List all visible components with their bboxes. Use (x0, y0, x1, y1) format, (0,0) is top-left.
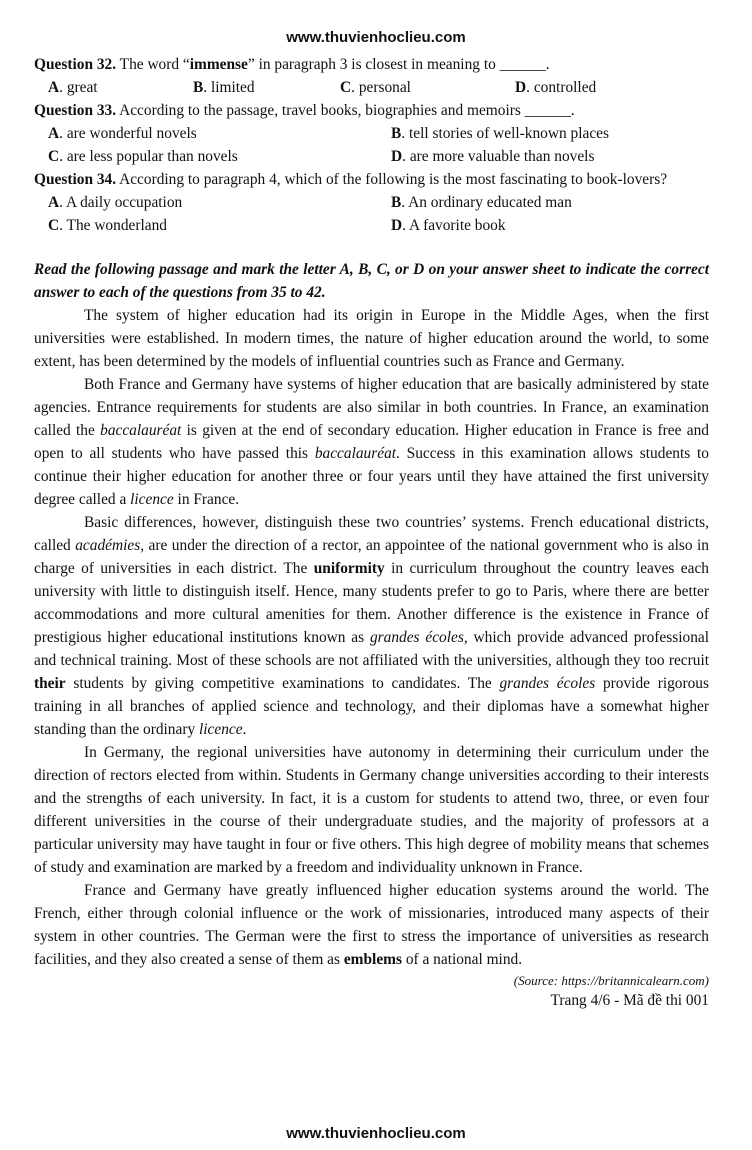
passage-paragraph-3: Basic differences, however, distinguish these two countries’ systems. French educational districts, called académies, are under the direction of a rector, an appointee of the national government who is also in charge of universities in each district. The uniformity in curriculum throughout the country leaves each university with little to distinguish itself. Hence, many students prefer to go to Paris, where there are better accommodations and more cultural amenities for them. Another difference is the existence in France of prestigious higher educational institutions known as grandes écoles, which provide advanced professional and technical training. Most of these schools are not affiliated with the universities, although they too recruit their students by giving competitive examinations to candidates. The grandes écoles provide rigorous training in all branches of applied science and technology, and their diplomas have a somewhat higher standing than the ordinary licence. (34, 514, 709, 738)
option-b: B. tell stories of well-known places (391, 125, 609, 142)
option-c: C. personal (340, 79, 411, 96)
option-d: D. A favorite book (391, 217, 506, 234)
question-32 (34, 53, 709, 76)
page-info: Trang 4/6 - Mã đề thi 001 (550, 992, 709, 1009)
question-number: Question 32. (34, 56, 117, 73)
passage-paragraph-1: The system of higher education had its origin in Europe in the Middle Ages, when the first universities were established. In modern times, the nature of higher education around the world, to some extent, has been determined by the models of influential countries such as France and Germany. (34, 307, 709, 370)
question-34 (34, 168, 709, 191)
passage-source: (Source: https://britannicalearn.com) (513, 973, 709, 988)
exam-content (34, 53, 709, 1012)
option-b: B. limited (193, 79, 255, 96)
question-number: Question 33. (34, 102, 117, 119)
question-number: Question 34. (34, 171, 117, 188)
reading-instruction: Read the following passage and mark the letter A, B, C, or D on your answer sheet to indicate the correct answer to each of the questions from 35 to 42. (34, 261, 709, 301)
highlighted-word-emblems: emblems (343, 951, 402, 968)
question-stem: According to the passage, travel books, biographies and memoirs ______. (116, 102, 575, 119)
site-header[interactable]: www.thuvienhoclieu.com (286, 29, 466, 46)
option-c: C. The wonderland (48, 217, 167, 234)
question-keyword: immense (189, 56, 248, 73)
option-d: D. controlled (515, 79, 597, 96)
question-33 (34, 99, 709, 122)
question-33-options (34, 122, 709, 168)
question-34-options (34, 191, 709, 237)
option-b: B. An ordinary educated man (391, 194, 572, 211)
highlighted-word-uniformity: uniformity (313, 560, 385, 577)
option-c: C. are less popular than novels (48, 148, 238, 165)
question-stem: According to paragraph 4, which of the following is the most fascinating to book-lovers? (116, 171, 668, 188)
highlighted-word-their: their (34, 675, 66, 692)
passage-paragraph-5: France and Germany have greatly influenced higher education systems around the world. The French, either through colonial influence or the work of missionaries, introduced many aspects of their system in other countries. The German were the first to stress the importance of universities as research facilities, and they also created a sense of them as emblems of a national mind. (34, 882, 709, 968)
question-stem: The word “ (116, 56, 190, 73)
option-a: A. A daily occupation (48, 194, 183, 211)
option-d: D. are more valuable than novels (391, 148, 595, 165)
passage-paragraph-2: Both France and Germany have systems of higher education that are basically administered by state agencies. Entrance requirements for students are also similar in both countries. In France, an examination called the baccalauréat is given at the end of secondary education. Higher education in France is free and open to all students who have passed this baccalauréat. Success in this examination allows students to continue their higher education for another three or four years until they have attained the first university degree called a licence in France. (34, 376, 709, 508)
site-footer[interactable]: www.thuvienhoclieu.com (286, 1125, 466, 1142)
option-a: A. are wonderful novels (48, 125, 197, 142)
passage-paragraph-4: In Germany, the regional universities have autonomy in determining their curriculum under the direction of rectors elected from within. Students in Germany change universities according to their interests and the strengths of each university. In fact, it is a custom for students to attend two, three, or even four different universities in the course of their undergraduate studies, and the majority of professors at a particular university may have taught in four or five others. This high degree of mobility means that schemes of study and examination are marked by a freedom and individuality unknown in France. (34, 744, 709, 876)
option-a: A. great (48, 79, 98, 96)
question-32-options (34, 76, 709, 99)
question-stem: ” in paragraph 3 is closest in meaning to ______. (247, 56, 550, 73)
